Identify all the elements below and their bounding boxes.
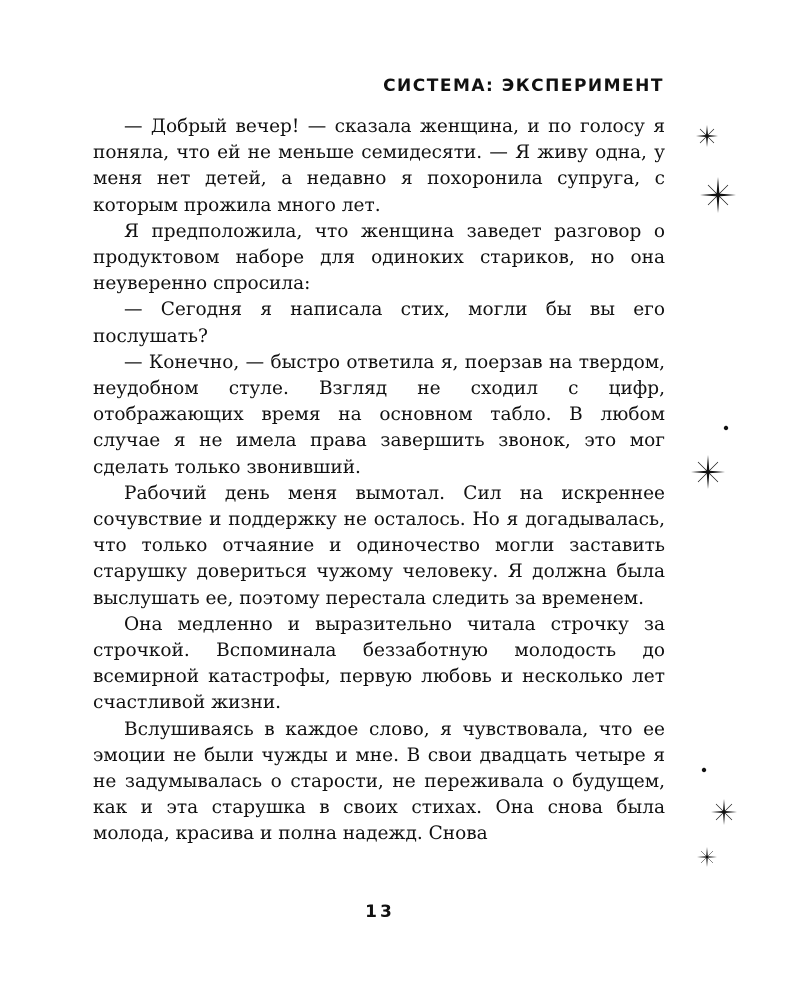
dot-icon [722,424,730,432]
sparkle-icon [690,454,726,490]
dot-icon [700,766,708,774]
paragraph: Я предположила, что женщина заведет разговор о продуктовом наборе для одиноких стариков, но она неуверенно спросила: [93,220,665,295]
paragraph: — Добрый вечер! — сказала женщина, и по голосу я поняла, что ей не меньше семидесяти. — Я живу одна, у меня нет детей, а недавно я похоронила супруга, с которым прожила много лет. [93,116,665,216]
page-number: 13 [365,902,395,922]
paragraph: Она медленно и выразительно читала строчку за строчкой. Вспоминала беззаботную молодость до всемирной катастрофы, первую любовь и несколько лет счастливой жизни. [93,613,665,714]
sparkle-icon [696,846,718,868]
main-text [93,114,665,848]
running-head-title: СИСТЕМА: ЭКСПЕРИМЕНТ [383,76,664,96]
sparkle-icon [695,124,719,148]
paragraph: Рабочий день меня вымотал. Сил на искреннее сочувствие и поддержку не осталось. Но я догадывалась, что только отчаяние и одиночество могли заставить старушку довериться чужому человеку. Я должна была выслушать ее, поэтому перестала следить за временем. [93,482,665,609]
paragraph: Вслушиваясь в каждое слово, я чувствовала, что ее эмоции не были чужды и мне. В свои двадцать четыре я не задумывалась о старости, не переживала о будущем, как и эта старушка в своих стихах. Она снова была молода, красива и полна надежд. Снова [93,718,665,845]
paragraph: — Сегодня я написала стих, могли бы вы его послушать? [93,299,665,347]
sparkle-icon [710,798,738,826]
sparkle-icon [699,176,737,214]
paragraph: — Конечно, — быстро ответила я, поерзав на твердом, неудобном стуле. Взгляд не сходил с цифр, отображающих время на основном табло. В любом случае я не имела права завершить звонок, это мог сделать только звонивший. [93,351,665,478]
